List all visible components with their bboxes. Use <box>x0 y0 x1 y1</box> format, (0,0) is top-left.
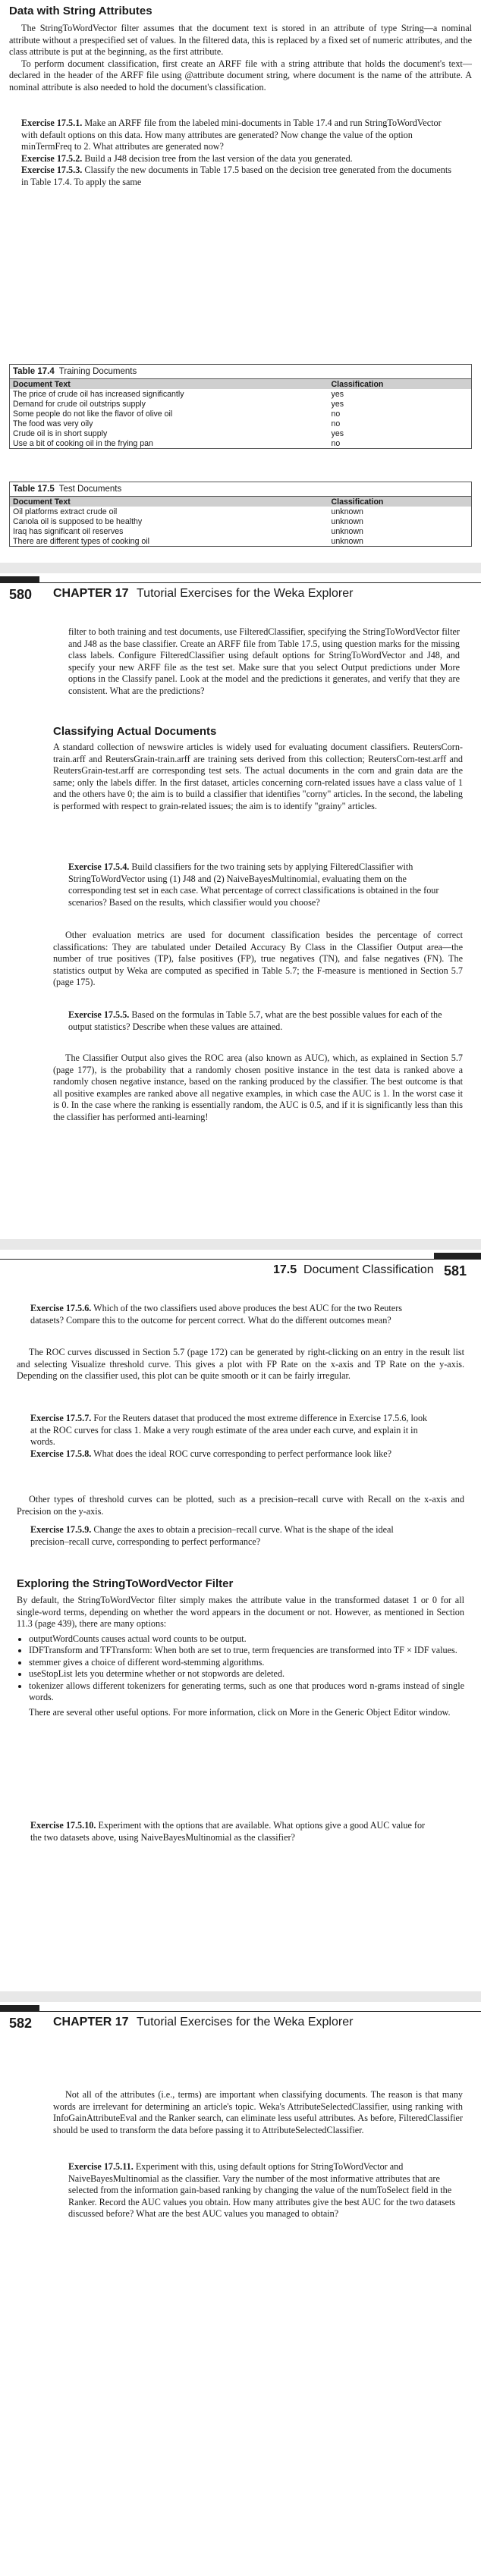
section-body <box>17 1347 464 1382</box>
chapter-label: CHAPTER 17 <box>53 2016 129 2028</box>
table-header-row <box>10 379 471 389</box>
list-item: • stemmer gives a choice of different word-stemming algorithms. <box>29 1657 464 1669</box>
document-text-cell: Crude oil is in short supply <box>13 428 108 438</box>
table-row <box>10 438 471 448</box>
intro-text <box>9 23 472 93</box>
exercise-17-5-6: Exercise 17.5.6. Which of the two classifiers used above produces the best AUC for the two Reuters datasets? Compare this to the outcome for percent correct. What do the different outcomes mean? <box>30 1303 402 1326</box>
table-caption: Table 17.5 Test Documents <box>10 482 471 497</box>
table-row <box>10 399 471 409</box>
header-rule <box>39 582 481 583</box>
exercise-block <box>21 118 460 188</box>
table-row <box>10 419 471 428</box>
list-item: • useStopList lets you determine whether or not stopwords are deleted. <box>29 1668 464 1680</box>
chapter-title: Tutorial Exercises for the Weka Explorer <box>137 587 354 600</box>
chapter-title: Tutorial Exercises for the Weka Explorer <box>137 2016 354 2028</box>
classification-cell: unknown <box>331 507 363 516</box>
classification-cell: unknown <box>331 516 363 526</box>
document-text-cell: The price of crude oil has increased significantly <box>13 389 184 399</box>
exercise-17-5-8: Exercise 17.5.8. What does the ideal ROC curve corresponding to perfect performance look like? <box>30 1448 392 1459</box>
paragraph: By default, the StringToWordVector filter simply makes the attribute value in the transformed dataset 1 or 0 for all single-word terms, depending on whether the word appears in the document or not. However, as mentioned in Section 11.3 (page 439), there are many options: <box>17 1595 464 1629</box>
classification-cell: unknown <box>331 526 363 536</box>
list-item: • outputWordCounts causes actual word counts to be output. <box>29 1633 464 1646</box>
table-17-5 <box>9 482 472 547</box>
page-separator <box>0 1239 481 1250</box>
document-text-cell: Canola oil is supposed to be healthy <box>13 516 143 526</box>
section-body <box>53 930 463 989</box>
exercise-block <box>30 1413 432 1460</box>
paragraph: Other types of threshold curves can be plotted, such as a precision–recall curve with Recall on the x-axis and Precision on the y-axis. <box>17 1494 464 1517</box>
paragraph: The Classifier Output also gives the ROC area (also known as AUC), which, as explained in Section 5.7 (page 177), is the probability that a randomly chosen positive instance in the test data is ranked above a randomly chosen negative instance, based on the ranking produced by the classifier. The best outcome is that all positive examples are ranked above all negative examples, in which case the AUC is 1. In the worst case it is 0. In the case where the ranking is essentially random, the AUC is 0.5, and if it is significantly less than this the classifier has performed anti-learning! <box>53 1053 463 1122</box>
section-number: 17.5 <box>273 1263 297 1276</box>
header-rule <box>0 1259 434 1260</box>
page-number: 581 <box>444 1263 467 1279</box>
page-number: 582 <box>9 2016 33 2031</box>
table-row <box>10 428 471 438</box>
exercise-17-5-5: Exercise 17.5.5. Based on the formulas in Table 5.7, what are the best possible values for each of the output statistics? Describe when these values are attained. <box>68 1009 442 1032</box>
classification-cell: yes <box>331 389 344 399</box>
section-body <box>53 1053 463 1123</box>
paragraph: There are several other useful options. For more information, click on More in the Generic Object Editor window. <box>29 1706 451 1718</box>
classification-cell: no <box>331 438 341 448</box>
classification-cell: yes <box>331 428 344 438</box>
section-title-stringtowordvector: Exploring the StringToWordVector Filter <box>17 1577 234 1590</box>
options-list <box>17 1633 464 1704</box>
section-body <box>53 2089 463 2136</box>
exercise-continuation: filter to both training and test documents, use FilteredClassifier, specifying the StringToWordVector filter and J48 as the base classifier. Create an ARFF file from Table 17.5, using question marks for the missing class labels. Configure FilteredClassifier using default options for StringToWordVector and J48, and specify your new ARFF file as the test set. Make sure that you select Output predictions under More options in the Classify panel. Look at the model and the predictions it generates, and verify that they are consistent. What are the predictions? <box>68 626 460 696</box>
page-581 <box>0 1250 481 1991</box>
table-row <box>10 507 471 516</box>
paragraph: A standard collection of newswire articles is widely used for evaluating document classifiers. ReutersCorn-train.arff and ReutersGrain-train.arff are training sets derived from this collection; ReutersCorn-test.arff and ReutersGrain-test.arff are corresponding test sets. The actual documents in the corn and grain data are the same; only the labels differ. In the first dataset, articles concerning corn-related issues have a class value of 1 and the others have 0; the aim is to build a classifier that identifies "corny" articles. In the second, the labeling is performed with respect to grain-related issues; the aim is to identify "grainy" articles. <box>53 742 463 811</box>
table-row <box>10 389 471 399</box>
paragraph: The ROC curves discussed in Section 5.7 (page 172) can be generated by right-clicking on an entry in the result list and selecting Visualize threshold curve. This gives a plot with FP Rate on the x-axis and TP Rate on the y-axis. Depending on the classifier used, this plot can be quite smooth or it can be fairly irregular. <box>17 1347 464 1381</box>
document-text-cell: Oil platforms extract crude oil <box>13 507 118 516</box>
section-body <box>53 742 463 812</box>
section-title-string-attributes: Data with String Attributes <box>9 5 152 17</box>
column-header: Document Text <box>13 379 71 389</box>
document-text-cell: Some people do not like the flavor of olive oil <box>13 409 173 419</box>
document-text-cell: Demand for crude oil outstrips supply <box>13 399 146 409</box>
classification-cell: yes <box>331 399 344 409</box>
section-body <box>17 1595 464 1718</box>
header-rule <box>39 2011 481 2012</box>
table-17-4 <box>9 364 472 449</box>
page-579 <box>0 0 481 563</box>
page-separator <box>0 1991 481 2002</box>
list-item: • IDFTransform and TFTransform: When both are set to true, term frequencies are transformed into TF × IDF values. <box>29 1645 464 1657</box>
document-text-cell: The food was very oily <box>13 419 93 428</box>
classification-cell: no <box>331 409 341 419</box>
document-text-cell: There are different types of cooking oil <box>13 536 150 546</box>
exercise-17-5-9: Exercise 17.5.9. Change the axes to obtain a precision–recall curve. What is the shape of the ideal precision–recall curve, corresponding to perfect performance? <box>30 1524 394 1547</box>
exercise-17-5-3: Exercise 17.5.3. Classify the new documents in Table 17.5 based on the decision tree generated from the documents in Table 17.4. To apply the same <box>21 165 451 187</box>
section-body <box>17 1494 464 1517</box>
page-separator <box>0 563 481 573</box>
exercise-17-5-10: Exercise 17.5.10. Experiment with the options that are available. What options give a good AUC value for the two datasets above, using NaiveBayesMultinomial as the classifier? <box>30 1820 426 1843</box>
page-580 <box>0 573 481 1239</box>
paragraph: Not all of the attributes (i.e., terms) are important when classifying documents. The reason is that many words are irrelevant for determining an article's topic. Weka's AttributeSelectedClassifier, using ranking with InfoGainAttributeEval and the Ranker search, can eliminate less useful attributes. As before, FilteredClassifier should be used to transform the data before passing it to AttributeSelectedClassifier. <box>53 2089 463 2135</box>
paragraph: The StringToWordVector filter assumes that the document text is stored in an attribute of type String—a nominal attribute without a prespecified set of values. In the filtered data, this is replaced by a fixed set of numeric attributes, and the class attribute is put at the beginning, as the first attribute. <box>9 23 472 57</box>
header-bar <box>434 1253 481 1260</box>
list-item: • tokenizer allows different tokenizers for generating terms, such as one that produces word n-grams instead of single words. <box>29 1680 464 1704</box>
document-text-cell: Iraq has significant oil reserves <box>13 526 124 536</box>
exercise-17-5-4: Exercise 17.5.4. Build classifiers for the two training sets by applying FilteredClassifier with StringToWordVector using (1) J48 and (2) NaiveBayesMultinomial, evaluating them on the corresponding test set in each case. What percentage of correct classifications is obtained in the four scenarios? Based on the results, which classifier would you choose? <box>68 861 439 908</box>
table-row <box>10 526 471 536</box>
paragraph: Other evaluation metrics are used for document classification besides the percentage of correct classifications: They are tabulated under Detailed Accuracy By Class in the Classifier Output area—the number of true positives (TP), false positives (FP), true negatives (TN), and false negatives (FN). The statistics output by Weka are computed as specified in Table 5.7; the F-measure is mentioned in Section 5.7 (page 175). <box>53 930 463 987</box>
paragraph: To perform document classification, first create an ARFF file with a string attribute that holds the document's text—declared in the header of the ARFF file using @attribute document string, where document is the name of the attribute. A nominal attribute is also needed to hold the document's classification. <box>9 58 472 93</box>
section-title-classifying: Classifying Actual Documents <box>53 725 217 738</box>
table-row <box>10 536 471 546</box>
classification-cell: unknown <box>331 536 363 546</box>
table-row <box>10 516 471 526</box>
chapter-label: CHAPTER 17 <box>53 587 129 600</box>
table-row <box>10 409 471 419</box>
column-header: Classification <box>331 379 384 389</box>
page-number: 580 <box>9 587 33 602</box>
document-text-cell: Use a bit of cooking oil in the frying pan <box>13 438 153 448</box>
page-582 <box>0 2002 481 2576</box>
column-header: Document Text <box>13 497 71 507</box>
exercise-17-5-1: Exercise 17.5.1. Make an ARFF file from the labeled mini-documents in Table 17.4 and run StringToWordVector with default options on this data. How many attributes are generated? Now change the value of the option minTermFreq to 2. What attributes are generated now? <box>21 118 442 152</box>
classification-cell: no <box>331 419 341 428</box>
column-header: Classification <box>331 497 384 507</box>
section-name: Document Classification <box>303 1263 434 1276</box>
table-header-row <box>10 497 471 507</box>
table-caption: Table 17.4 Training Documents <box>10 365 471 379</box>
header-bar <box>0 576 39 583</box>
exercise-17-5-7: Exercise 17.5.7. For the Reuters dataset that produced the most extreme difference in Exercise 17.5.6, look at the ROC curves for class 1. Make a very rough estimate of the area under each curve, and explain it in words. <box>30 1413 428 1447</box>
header-bar <box>0 2005 39 2012</box>
exercise-17-5-11: Exercise 17.5.11. Experiment with this, using default options for StringToWordVector and NaiveBayesMultinomial as the classifier. Vary the number of the most informative attributes that are selected from the information gain-based ranking by changing the value of the numToSelect field in the Ranker. Record the AUC values you obtain. How many attributes give the best AUC for the two datasets discussed before? What are the best AUC values you managed to obtain? <box>68 2161 456 2219</box>
exercise-17-5-2: Exercise 17.5.2. Build a J48 decision tree from the last version of the data you generated. <box>21 152 353 164</box>
